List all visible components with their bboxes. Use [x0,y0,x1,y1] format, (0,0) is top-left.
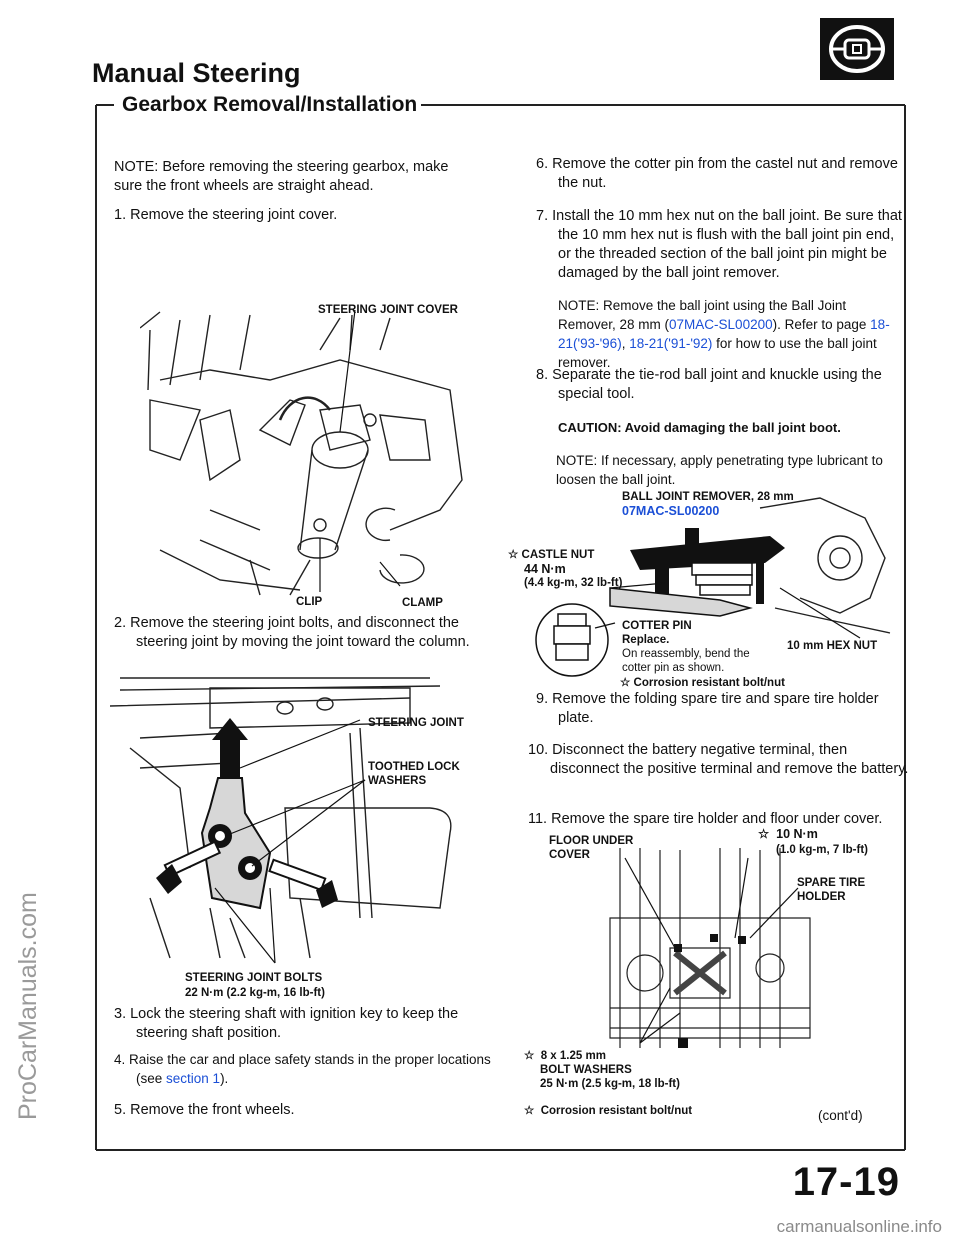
step-6: 6. Remove the cotter pin from the castel nut and remove the nut. [536,156,898,191]
label-castle-nut: ☆ CASTLE NUT [508,549,595,561]
label-corrosion-resistant-2: ☆ Corrosion resistant bolt/nut [524,1105,693,1117]
caution-ball-joint-boot: CAUTION: Avoid damaging the ball joint boot. [558,420,841,435]
footer-watermark: carmanualsonline.info [776,1217,942,1236]
link-18-21-91-92[interactable]: 18-21('91-'92) [629,336,713,351]
label-castle-torque-kgm: (4.4 kg-m, 32 lb-ft) [524,577,623,589]
step-8: 8. Separate the tie-rod ball joint and knuckle using the special tool. [536,367,882,402]
label-clamp: CLAMP [402,597,443,609]
label-hex-nut: 10 mm HEX NUT [787,640,878,652]
note-ball-joint-remover: NOTE: Remove the ball joint using the Ball Joint Remover, 28 mm (07MAC-SL00200). Refer to page 18-21('93-'96), 18-21('91-'92) for how to use the ball joint remover. [558,298,890,370]
label-replace: Replace. [622,634,670,646]
step-11: 11. Remove the spare tire holder and floor under cover. [528,811,883,827]
step-10: 10. Disconnect the battery negative terminal, then disconnect the positive terminal and remove the battery. [528,742,909,777]
link-18-21-93-96[interactable]: 18-21('93-'96) [558,317,890,351]
page-title: Manual Steering [92,58,301,88]
figure-steering-joint [110,668,480,968]
label-steering-joint-bolts: STEERING JOINT BOLTS [185,972,323,984]
label-clip: CLIP [296,596,323,608]
label-bolts-torque: 22 N·m (2.2 kg-m, 16 lb-ft) [185,987,325,999]
step-3: 3. Lock the steering shaft with ignition key to keep the steering shaft position. [114,1006,459,1041]
label-steering-joint: STEERING JOINT [368,717,464,729]
step-2: 2. Remove the steering joint bolts, and disconnect the steering joint by moving the joint toward the column. [114,615,470,650]
label-floor-under-cover: FLOOR UNDER COVER [549,835,634,861]
page-subtitle: Gearbox Removal/Installation [118,93,421,117]
continued-note: (cont'd) [818,1108,863,1123]
label-corrosion-resistant-1: ☆ Corrosion resistant bolt/nut [620,677,785,689]
step-5: 5. Remove the front wheels. [114,1102,295,1118]
step-7: 7. Install the 10 mm hex nut on the ball joint. Be sure that the 10 mm hex nut is flush with the ball joint pin end, or the threaded section of the ball joint pin might be damaged by the ball joint remover. [536,208,902,281]
figure-steering-joint-cover [140,310,470,610]
label-castle-torque: 44 N·m [524,562,566,576]
label-cotter-pin: COTTER PIN [622,620,692,632]
label-top-torque-kgm: (1.0 kg-m, 7 lb-ft) [776,844,869,856]
side-watermark: ProCarManuals.com [14,892,42,1120]
label-reassembly: On reassembly, bend the cotter pin as shown. [622,648,750,674]
page-number: 17-19 [792,1160,900,1204]
step-1: 1. Remove the steering joint cover. [114,207,338,223]
label-toothed-lock-washers: TOOTHED LOCK WASHERS [368,761,460,787]
figure-spare-tire-holder [590,838,840,1068]
step-4: 4. Raise the car and place safety stands in the proper locations (see section 1). [114,1052,491,1086]
label-bolt-washers: BOLT WASHERS [540,1064,632,1076]
label-steering-joint-cover: STEERING JOINT COVER [318,304,458,316]
label-ball-joint-remover: BALL JOINT REMOVER, 28 mm [622,491,794,503]
link-section-1[interactable]: section 1 [166,1071,221,1086]
label-remover-code: 07MAC-SL00200 [622,504,720,518]
label-bolt-torque: 25 N·m (2.5 kg-m, 18 lb-ft) [540,1078,680,1090]
label-top-torque: ☆ 10 N·m [758,827,818,841]
label-bolt-size: ☆ 8 x 1.25 mm [524,1050,606,1062]
note-lubricant: NOTE: If necessary, apply penetrating type lubricant to loosen the ball joint. [556,453,883,487]
label-spare-tire-holder: SPARE TIRE HOLDER [797,877,866,903]
link-07MAC-SL00200[interactable]: 07MAC-SL00200 [669,317,773,332]
note-gearbox: NOTE: Before removing the steering gearbox, make sure the front wheels are straight ahead. [114,159,449,194]
step-9: 9. Remove the folding spare tire and spare tire holder plate. [536,691,879,726]
